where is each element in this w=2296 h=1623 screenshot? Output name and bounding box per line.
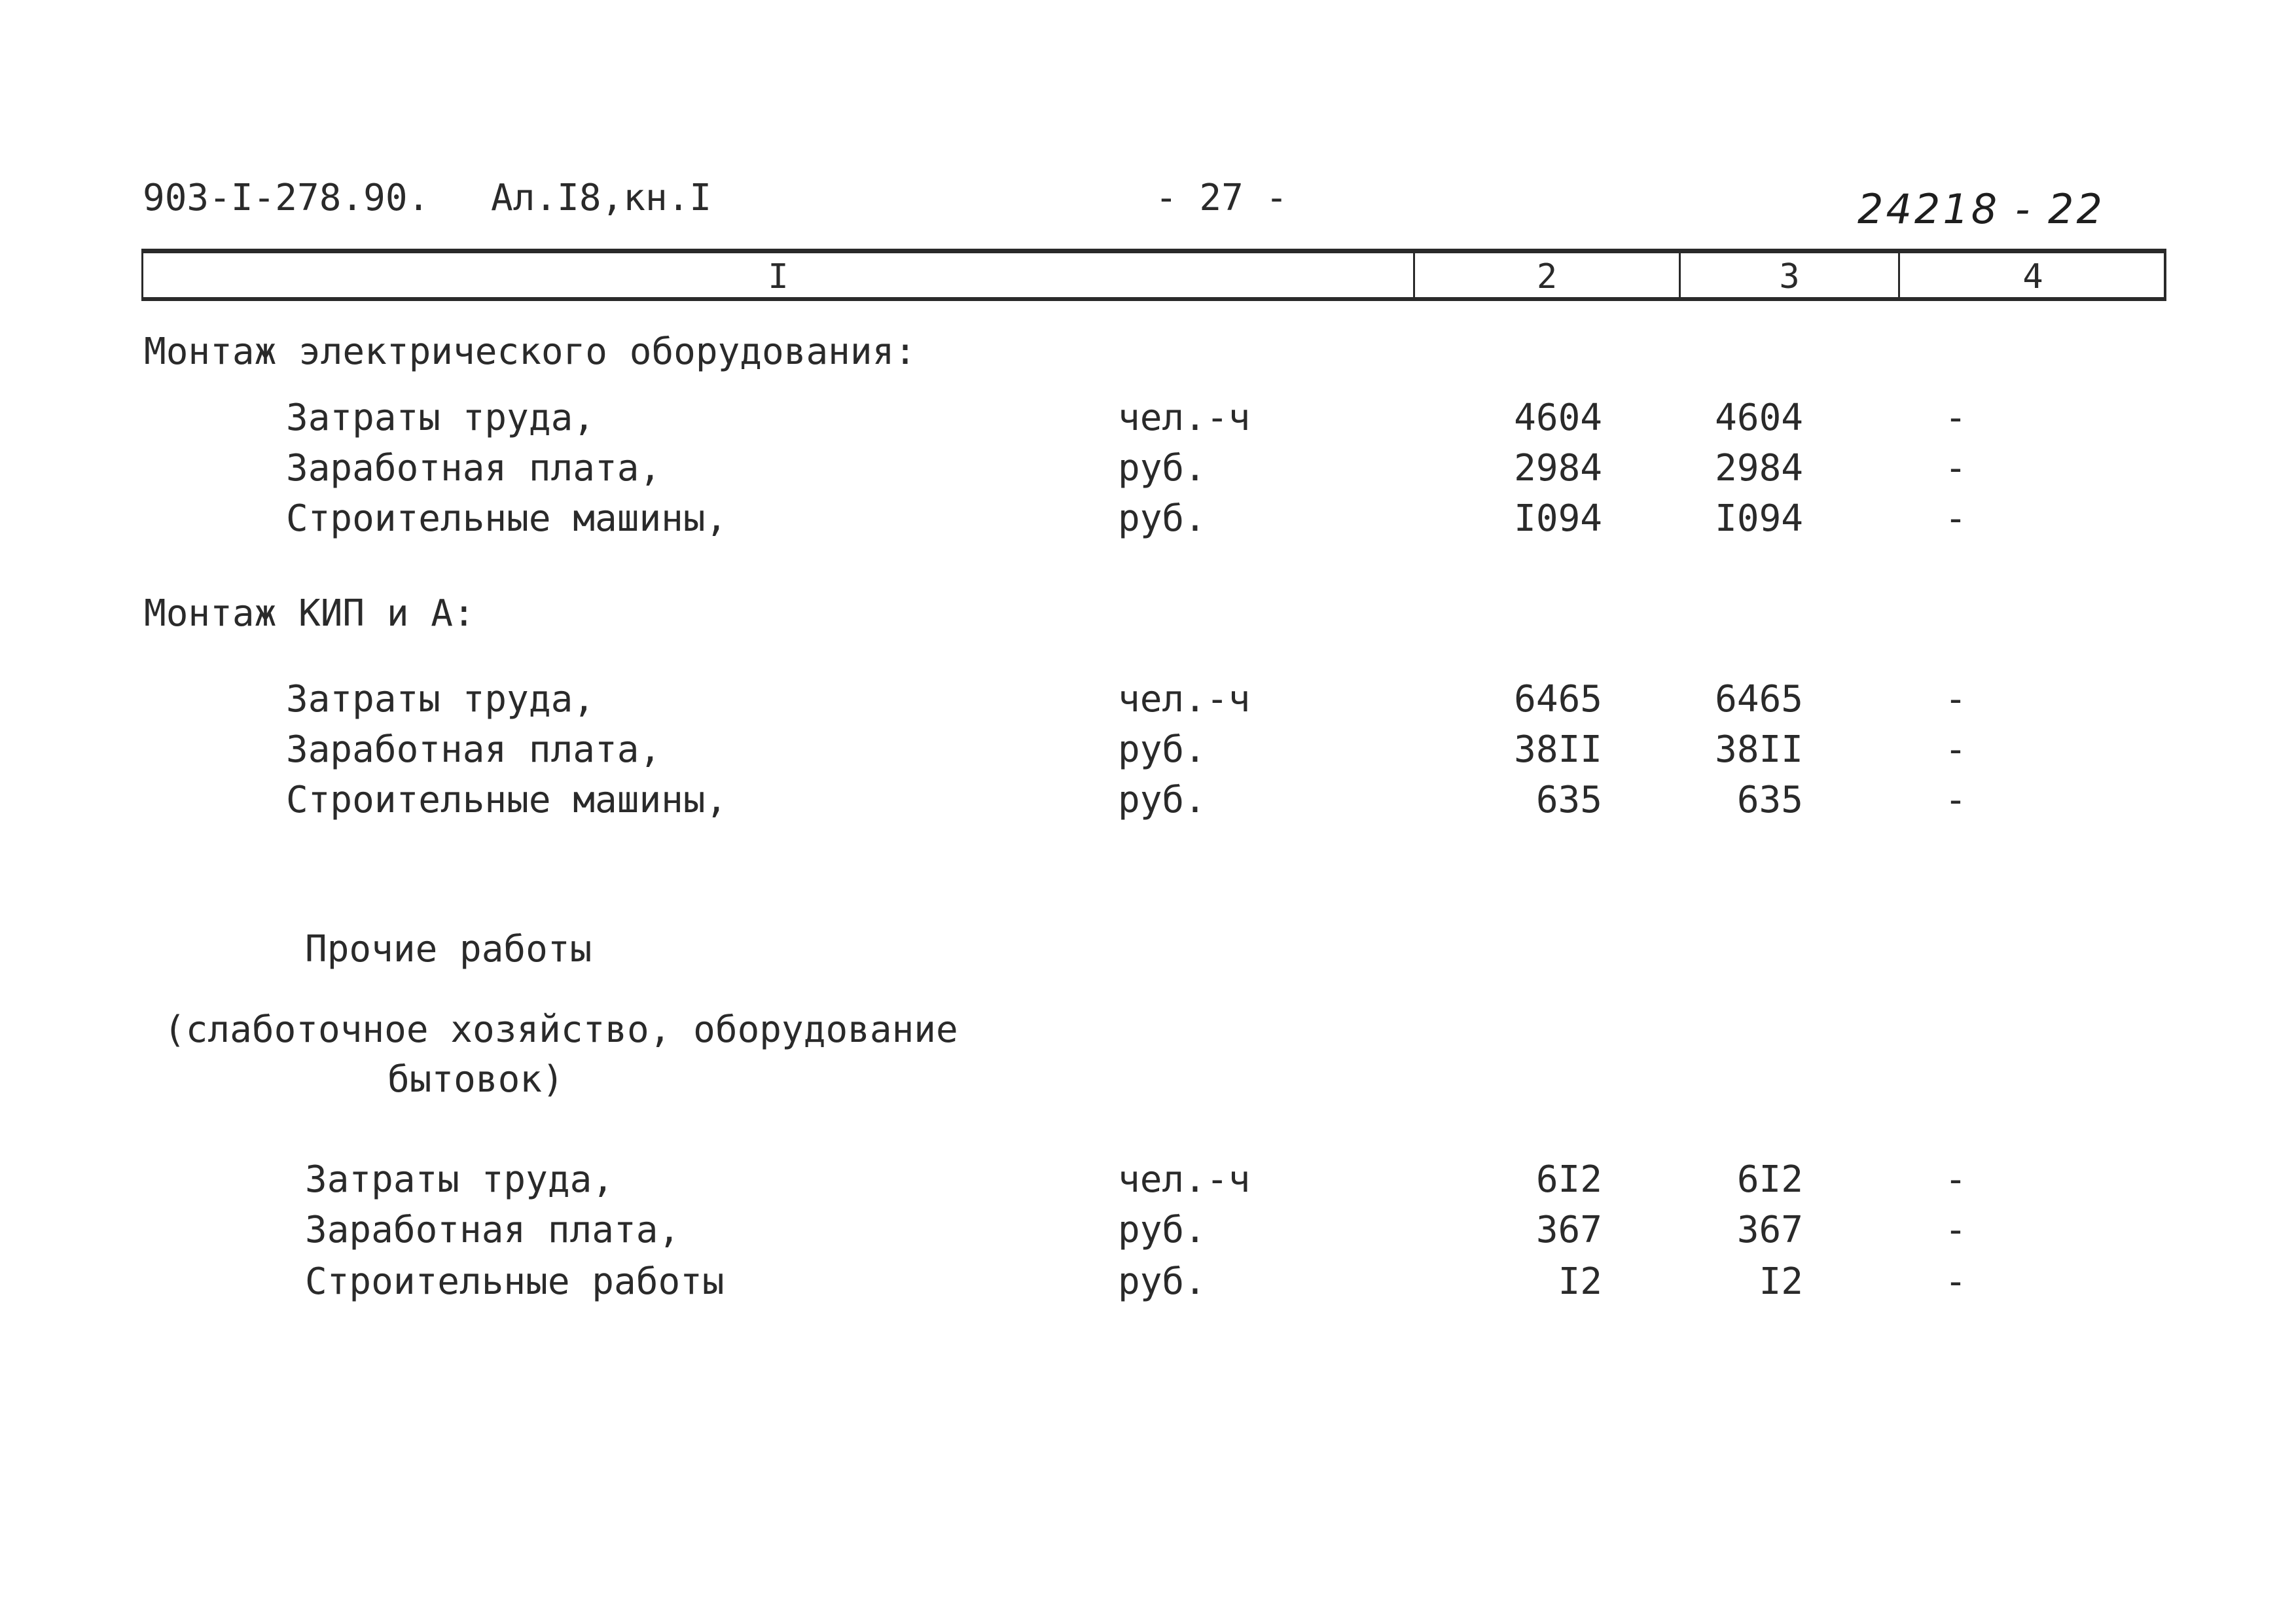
row-label: Затраты труда,: [305, 1158, 615, 1201]
row-value-col2: 38II: [1514, 728, 1602, 771]
row-label: Строительные машины,: [286, 779, 728, 821]
row-value-col4: -: [1945, 1209, 1967, 1251]
row-label: Строительные машины,: [286, 497, 728, 540]
row-unit: руб.: [1118, 1260, 1206, 1303]
row-value-col2: 6I2: [1535, 1158, 1602, 1201]
row-value-col2: 635: [1535, 779, 1602, 821]
section-title-kip: Монтаж КИП и А:: [144, 592, 475, 635]
row-label: Затраты труда,: [286, 678, 596, 721]
row-unit: чел.-ч: [1118, 397, 1251, 439]
row-value-col3: 4604: [1715, 397, 1803, 439]
row-unit: руб.: [1118, 1209, 1206, 1251]
row-unit: руб.: [1118, 779, 1206, 821]
row-value-col4: -: [1945, 497, 1967, 540]
row-value-col3: 635: [1736, 779, 1803, 821]
row-label: Заработная плата,: [286, 447, 662, 490]
row-value-col2: 2984: [1514, 447, 1602, 490]
section-title-electrical: Монтаж электрического оборудования:: [144, 330, 917, 373]
row-value-col3: 38II: [1715, 728, 1803, 771]
row-value-col4: -: [1945, 1260, 1967, 1303]
row-unit: чел.-ч: [1118, 678, 1251, 721]
row-label: Строительные работы: [305, 1260, 725, 1303]
column-number-2: 2: [1536, 257, 1558, 296]
row-value-col3: I2: [1759, 1260, 1803, 1303]
row-label: Затраты труда,: [286, 397, 596, 439]
row-label: Заработная плата,: [286, 728, 662, 771]
column-number-row: [141, 249, 2166, 301]
document-code: 903-I-278.90.: [143, 177, 430, 219]
row-value-col4: -: [1945, 678, 1967, 721]
section-subtitle-line1: (слаботочное хозяйство, оборудование: [164, 1008, 958, 1051]
row-value-col4: -: [1945, 397, 1967, 439]
row-value-col3: 6I2: [1736, 1158, 1803, 1201]
row-value-col3: I094: [1715, 497, 1803, 540]
section-subtitle-line2: бытовок): [387, 1058, 564, 1101]
row-value-col4: -: [1945, 728, 1967, 771]
row-unit: руб.: [1118, 497, 1206, 540]
row-value-col2: I2: [1558, 1260, 1602, 1303]
section-title-other-works: Прочие работы: [305, 928, 592, 971]
album-reference: Ал.I8,кн.I: [491, 177, 712, 219]
row-unit: руб.: [1118, 728, 1206, 771]
row-value-col2: I094: [1514, 497, 1602, 540]
row-value-col4: -: [1945, 447, 1967, 490]
row-value-col2: 367: [1535, 1209, 1602, 1251]
row-value-col2: 4604: [1514, 397, 1602, 439]
row-unit: чел.-ч: [1118, 1158, 1251, 1201]
row-value-col4: -: [1945, 1158, 1967, 1201]
row-unit: руб.: [1118, 447, 1206, 490]
row-value-col4: -: [1945, 779, 1967, 821]
row-value-col3: 367: [1736, 1209, 1803, 1251]
row-value-col3: 2984: [1715, 447, 1803, 490]
column-number-4: 4: [2022, 257, 2043, 296]
page-number: - 27 -: [1155, 177, 1288, 219]
row-value-col2: 6465: [1514, 678, 1602, 721]
row-value-col3: 6465: [1715, 678, 1803, 721]
column-number-1: I: [768, 257, 789, 296]
handwritten-stamp-number: 24218 - 22: [1857, 185, 2105, 233]
row-label: Заработная плата,: [305, 1209, 681, 1251]
column-number-3: 3: [1779, 257, 1800, 296]
